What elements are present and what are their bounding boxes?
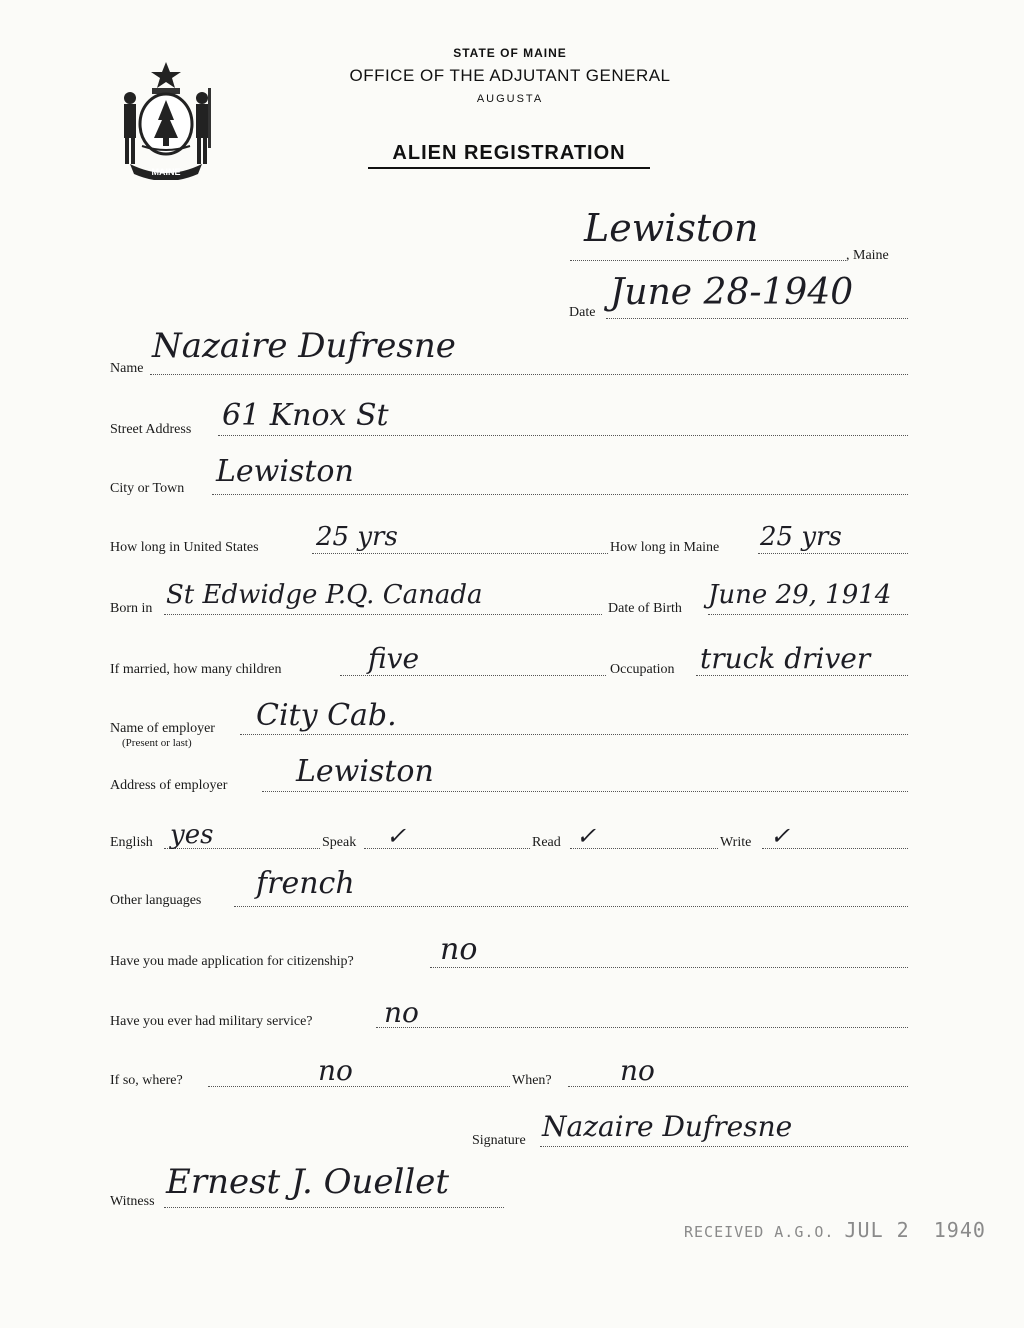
occupation-label: Occupation: [610, 662, 675, 677]
street-line: [218, 435, 908, 436]
dob-value: June 29, 1914: [708, 580, 892, 610]
military-line: [376, 1027, 908, 1028]
place-value: Lewiston: [584, 206, 759, 250]
speak-value: ✓: [386, 822, 407, 850]
years-maine-value: 25 yrs: [760, 522, 842, 552]
born-line: [164, 614, 602, 615]
years-us-label: How long in United States: [110, 540, 259, 555]
read-label: Read: [532, 835, 561, 850]
other-languages-label: Other languages: [110, 893, 202, 908]
where-value: no: [318, 1054, 353, 1087]
seal-motto: MAINE: [151, 167, 181, 177]
born-label: Born in: [110, 601, 153, 616]
when-line: [568, 1086, 908, 1087]
english-value: yes: [170, 820, 214, 850]
years-maine-line: [758, 553, 908, 554]
military-label: Have you ever had military service?: [110, 1014, 313, 1029]
write-value: ✓: [770, 822, 791, 850]
street-value: 61 Knox St: [222, 398, 389, 433]
years-maine-label: How long in Maine: [610, 540, 720, 555]
dob-line: [708, 614, 908, 615]
signature-value: Nazaire Dufresne: [542, 1110, 793, 1143]
years-us-line: [312, 553, 608, 554]
write-label: Write: [720, 835, 752, 850]
signature-label: Signature: [472, 1133, 526, 1148]
children-line: [340, 675, 606, 676]
children-label: If married, how many children: [110, 662, 282, 677]
when-label: When?: [512, 1073, 552, 1088]
born-value: St Edwidge P.Q. Canada: [166, 580, 483, 610]
employer-sublabel: (Present or last): [122, 737, 192, 749]
occupation-value: truck driver: [700, 642, 871, 675]
other-languages-line: [234, 906, 908, 907]
employer-address-label: Address of employer: [110, 778, 228, 793]
stamp-date: JUL 2: [844, 1218, 910, 1242]
employer-value: City Cab.: [256, 698, 397, 733]
occupation-line: [696, 675, 908, 676]
other-languages-value: french: [256, 866, 355, 901]
name-value: Nazaire Dufresne: [152, 326, 456, 366]
header-city: AUGUSTA: [476, 93, 544, 105]
date-value: June 28-1940: [610, 272, 854, 313]
employer-line: [240, 734, 908, 735]
maine-seal-icon: [112, 58, 220, 180]
city-label: City or Town: [110, 481, 185, 496]
place-suffix: , Maine: [846, 248, 889, 263]
street-label: Street Address: [110, 422, 192, 437]
years-us-value: 25 yrs: [316, 522, 398, 552]
stamp-year: 1940: [933, 1218, 986, 1242]
name-line: [150, 374, 908, 375]
received-stamp: [684, 1218, 986, 1242]
name-label: Name: [110, 361, 144, 376]
header-office: OFFICE OF THE ADJUTANT GENERAL: [349, 66, 671, 85]
military-value: no: [384, 996, 419, 1029]
english-label: English: [110, 835, 153, 850]
stamp-prefix: RECEIVED A.G.O.: [684, 1223, 835, 1241]
children-value: five: [368, 642, 420, 675]
citizenship-value: no: [440, 932, 478, 967]
where-line: [208, 1086, 510, 1087]
city-line: [212, 494, 908, 495]
employer-label: Name of employer: [110, 721, 215, 736]
place-line: [570, 260, 846, 261]
read-value: ✓: [576, 822, 597, 850]
employer-address-line: [262, 791, 908, 792]
date-line: [606, 318, 908, 319]
dob-label: Date of Birth: [608, 601, 682, 616]
citizenship-line: [430, 967, 908, 968]
city-value: Lewiston: [216, 454, 354, 489]
speak-label: Speak: [322, 835, 357, 850]
witness-value: Ernest J. Ouellet: [166, 1162, 450, 1202]
citizenship-label: Have you made application for citizenship?: [110, 954, 354, 969]
header-state: STATE OF MAINE: [453, 46, 567, 60]
employer-address-value: Lewiston: [296, 754, 434, 789]
date-label: Date: [569, 305, 596, 320]
signature-line: [540, 1146, 908, 1147]
when-value: no: [620, 1054, 655, 1087]
form-title: ALIEN REGISTRATION: [368, 142, 650, 169]
witness-label: Witness: [110, 1194, 155, 1209]
where-label: If so, where?: [110, 1073, 183, 1088]
witness-line: [164, 1207, 504, 1208]
